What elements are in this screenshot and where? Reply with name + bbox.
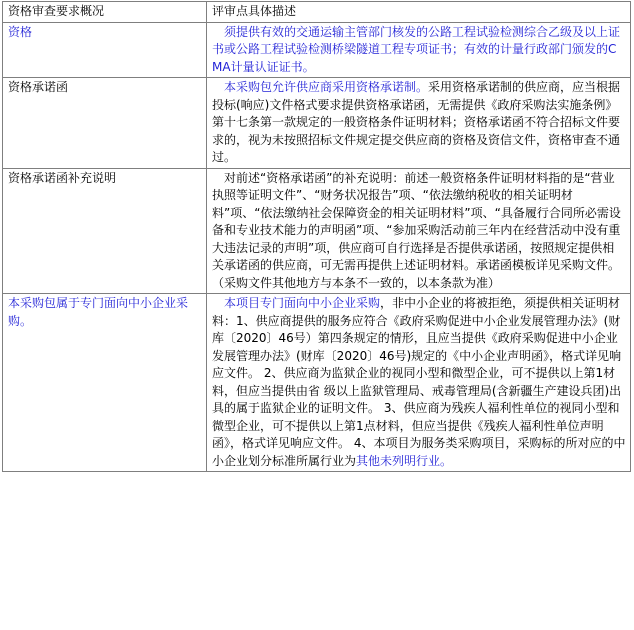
header-requirement-overview: 资格审查要求概况 — [3, 2, 207, 23]
commitment-highlight-text: 本采购包允许供应商采用资格承诺制。 — [224, 80, 429, 94]
row-desc-sme-procurement — [207, 294, 631, 472]
header-review-description: 评审点具体描述 — [207, 2, 631, 23]
row-label-sme-procurement: 本采购包属于专门面向中小企业采购。 — [3, 294, 207, 472]
row-label-qualification: 资格 — [3, 22, 207, 78]
table-header-row — [3, 2, 631, 23]
sme-text: ，非中小企业的将被拒绝，须提供相关证明材料：1、供应商提供的服务应符合《政府采购促进中小企业发展管理办法》(财库〔2020〕46号）第四条规定的情形，且应当提供《政府采购促进中小企业发展管理办法》(财库〔2020〕46号)规定的《中小企业声明函》，格式详见响应文件。 2、供应商为监狱企业的视同小型和微型企业，可不提供以上第1材料，但应当提供由省 级以上监狱管理局、戒毒管理局(含新疆生产建设兵团)出具的属于监狱企业的证明文件。 3、供应商为残疾人福利性单位的视同小型和微型企业，可不提供以上第1点材料，但应当提供《残疾人福利性单位声明函》，格式详见响应文件。 4、本项目为服务类采购项目，采购标的所对应的中小企业划分标准所属行业为 — [212, 296, 626, 468]
sme-industry-text: 其他未列明行业。 — [356, 453, 453, 468]
row-desc-commitment-letter — [207, 78, 631, 169]
table-row — [3, 168, 631, 294]
supplement-text: 对前述“资格承诺函”的补充说明：前述一般资格条件证明材料指的是“营业执照等证明文件”、“财务状况报告”项、“依法缴纳税收的相关证明材料”项、“依法缴纳社会保障资金的相关证明材料”项、“具备履行合同所必需设备和专业技术能力的声明函”项、“参加采购活动前三年内在经营活动中没有重大违法记录的声明”项，供应商可自行选择是否提供承诺函，按照规定提供相关承诺函的供应商，可无需再提供上述证明材料。承诺函模板详见采购文件。（采购文件其他地方与本条不一致的，以本条款为准） — [212, 170, 621, 290]
table-row — [3, 294, 631, 472]
commitment-text: 采用资格承诺制的供应商，应当根据投标(响应)文件格式要求提供资格承诺函，无需提供《政府采购法实施条例》第十七条第一款规定的一般资格条件证明材料；资格承诺函不符合招标文件要求的，视为未按照招标文件规定提交供应商的资格及资信文件，资格审查不通过。 — [212, 80, 621, 164]
row-label-commitment-supplement: 资格承诺函补充说明 — [3, 168, 207, 294]
row-desc-commitment-supplement — [207, 168, 631, 294]
qualification-text: 须提供有效的交通运输主管部门核发的公路工程试验检测综合乙级及以上证书或公路工程试验检测桥梁隧道工程专项证书；有效的计量行政部门颁发的CMA计量认证证书。 — [212, 24, 621, 74]
row-label-commitment-letter: 资格承诺函 — [3, 78, 207, 169]
table-row — [3, 22, 631, 78]
sme-highlight-text: 本项目专门面向中小企业采购 — [224, 296, 381, 310]
table-row — [3, 78, 631, 169]
qualification-review-table — [2, 1, 631, 472]
row-desc-qualification — [207, 22, 631, 78]
